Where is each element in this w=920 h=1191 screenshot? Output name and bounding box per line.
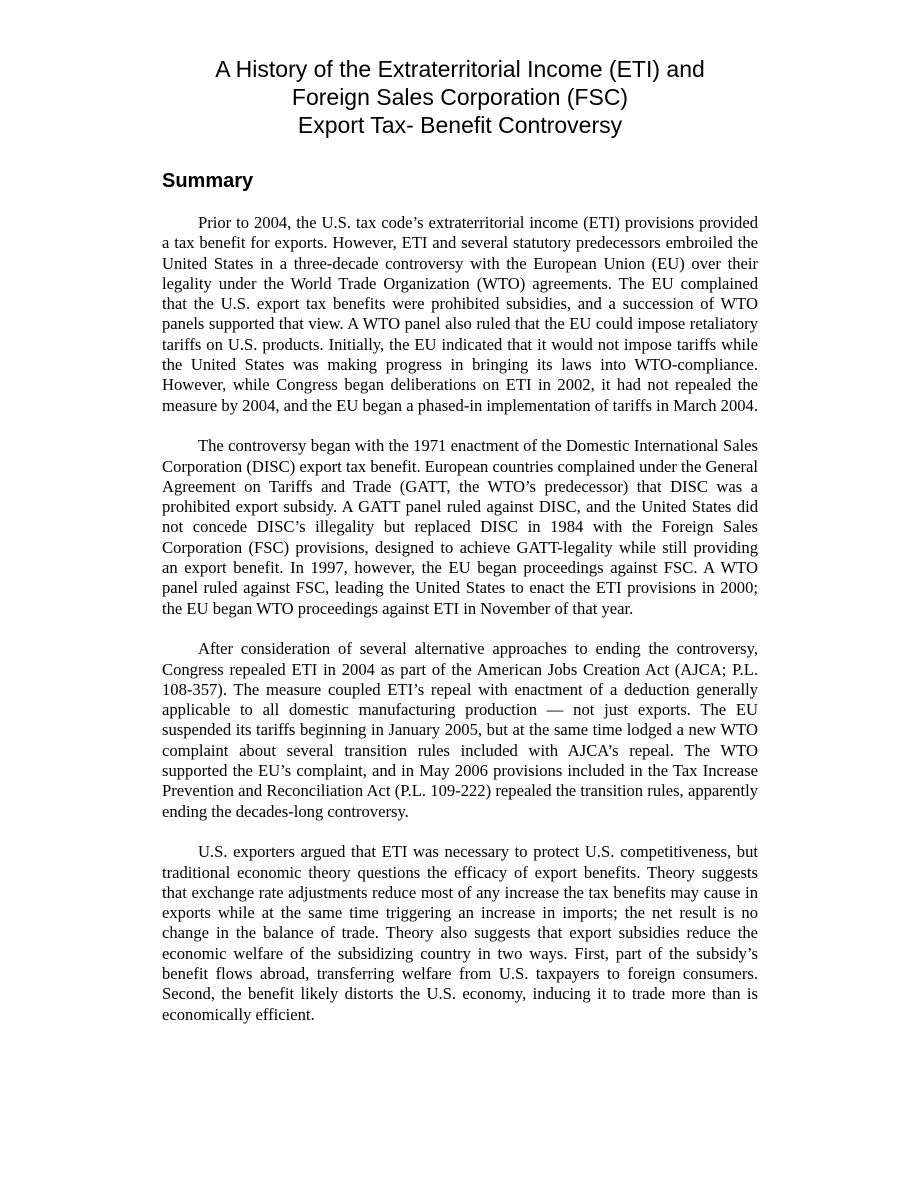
summary-paragraph-4: U.S. exporters argued that ETI was necessary to protect U.S. competitiveness, but traditional economic theory questions the efficacy of export benefits. Theory suggests that exchange rate adjustments reduce most of any increase the tax benefits may cause in exports while at the same time triggering an increase in imports; the net result is no change in the balance of trade. Theory also suggests that export subsidies reduce the economic welfare of the subsidizing country in two ways. First, part of the subsidy’s benefit flows abroad, transferring welfare from U.S. taxpayers to foreign consumers. Second, the benefit likely distorts the U.S. economy, inducing it to trade more than is economically efficient. — [162, 842, 758, 1024]
title-line-3: Export Tax- Benefit Controversy — [297, 112, 623, 138]
title-line-2: Foreign Sales Corporation (FSC) — [291, 84, 629, 110]
summary-paragraph-3: After consideration of several alternative approaches to ending the controversy, Congress repealed ETI in 2004 as part of the American Jobs Creation Act (AJCA; P.L. 108-357). The measure coupled ETI’s repeal with enactment of a deduction generally applicable to all domestic manufacturing production — not just exports. The EU suspended its tariffs beginning in January 2005, but at the same time lodged a new WTO complaint about several transition rules included with AJCA’s repeal. The WTO supported the EU’s complaint, and in May 2006 provisions included in the Tax Increase Prevention and Reconciliation Act (P.L. 109-222) repealed the transition rules, apparently ending the decades-long controversy. — [162, 639, 758, 821]
summary-heading: Summary — [162, 170, 254, 192]
summary-paragraph-2: The controversy began with the 1971 enactment of the Domestic International Sales Corporation (DISC) export tax benefit. European countries complained under the General Agreement on Tariffs and Trade (GATT, the WTO’s predecessor) that DISC was a prohibited export subsidy. A GATT panel ruled against DISC, and the United States did not concede DISC’s illegality but replaced DISC in 1984 with the Foreign Sales Corporation (FSC) provisions, designed to achieve GATT-legality while still providing an export benefit. In 1997, however, the EU began proceedings against FSC. A WTO panel ruled against FSC, leading the United States to enact the ETI provisions in 2000; the EU began WTO proceedings against ETI in November of that year. — [162, 436, 758, 618]
summary-paragraph-1: Prior to 2004, the U.S. tax code’s extraterritorial income (ETI) provisions provided a tax benefit for exports. However, ETI and several statutory predecessors embroiled the United States in a three-decade controversy with the European Union (EU) over their legality under the World Trade Organization (WTO) agreements. The EU complained that the U.S. export tax benefits were prohibited subsidies, and a succession of WTO panels supported that view. A WTO panel also ruled that the EU could impose retaliatory tariffs on U.S. products. Initially, the EU indicated that it would not impose tariffs while the United States was making progress in bringing its laws into WTO-compliance. However, while Congress began deliberations on ETI in 2002, it had not repealed the measure by 2004, and the EU began a phased-in implementation of tariffs in March 2004. — [162, 213, 758, 415]
document-page — [162, 55, 758, 1025]
title-line-1: A History of the Extraterritorial Income (ETI) and — [215, 56, 705, 82]
document-title — [162, 55, 758, 139]
